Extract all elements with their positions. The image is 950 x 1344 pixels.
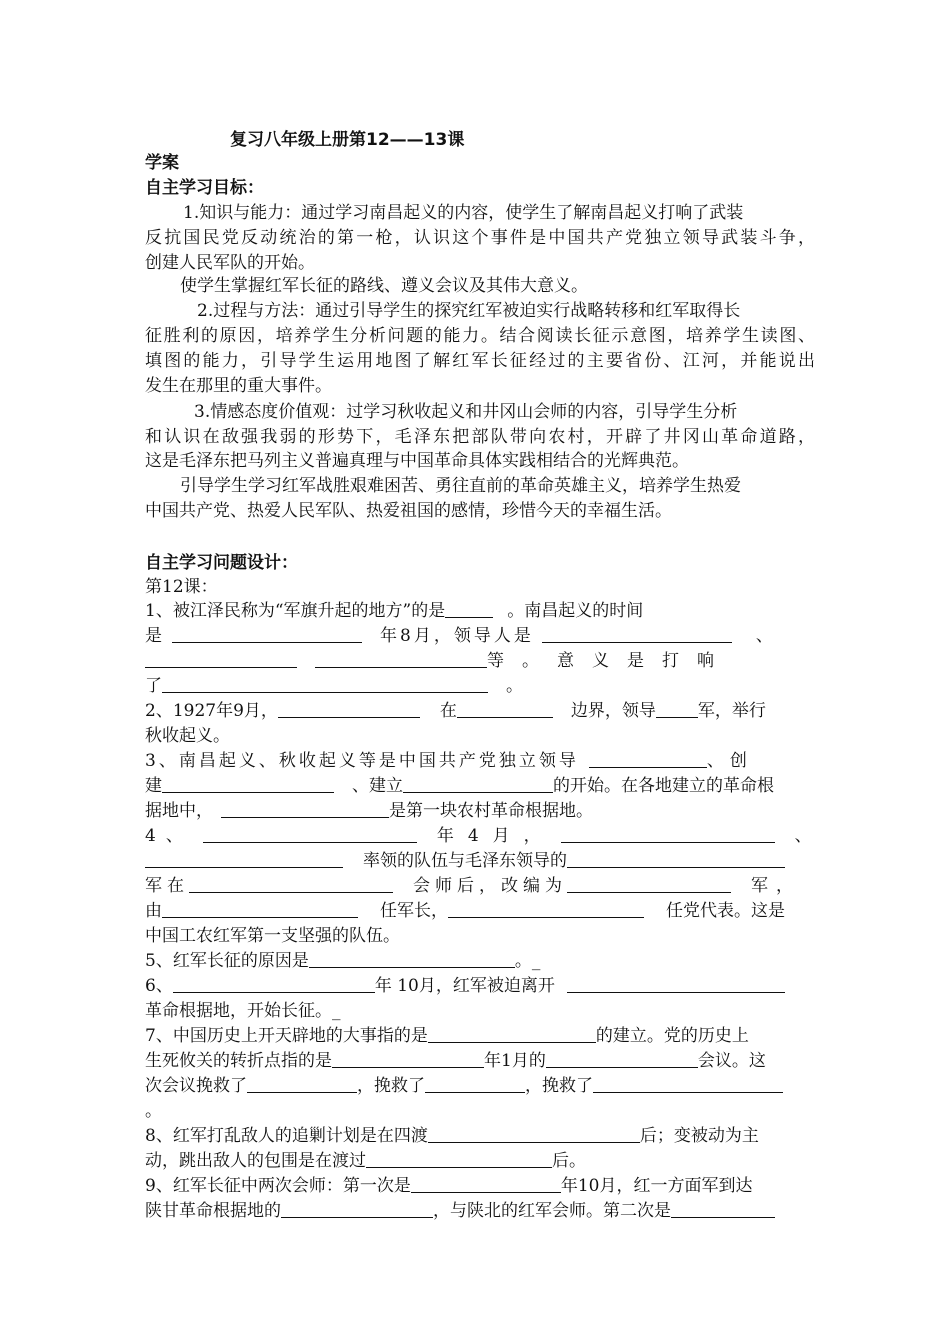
answer-blank[interactable] [656, 699, 698, 718]
answer-blank[interactable] [203, 824, 417, 843]
goal-line: 中国共产党、热爱人民军队、热爱祖国的感情，珍惜今天的幸福生活。 [145, 501, 672, 521]
lesson-label: 第12课： [145, 577, 218, 597]
answer-blank[interactable] [546, 1049, 698, 1068]
question-7-line-4: 。 [145, 1101, 162, 1121]
goal-line: 反抗国民党反动统治的第一枪，认识这个事件是中国共产党独立领导武装斗争， [145, 228, 815, 248]
goals-heading: 自主学习目标： [145, 178, 264, 198]
goal-line: 和认识在敌强我弱的形势下，毛泽东把部队带向农村，开辟了井冈山革命道路， [145, 427, 815, 447]
question-1-line-3: 等。意义是打响 [145, 648, 815, 674]
answer-blank[interactable] [366, 1149, 552, 1168]
question-9-line-1: 9、红军长征中两次会师：第一次是 年10月，红一方面军到达 [145, 1176, 753, 1196]
answer-blank[interactable] [411, 1174, 561, 1193]
goal-line: 创建人民军队的开始。 [145, 253, 315, 273]
goal-line: 发生在那里的重大事件。 [145, 376, 332, 396]
answer-blank[interactable] [189, 874, 393, 893]
question-4-line-1: 4、 年4月， 、 [145, 826, 812, 846]
question-1-line-2: 是 年8月，领导人是 、 [145, 626, 773, 646]
goal-line: 这是毛泽东把马列主义普遍真理与中国革命具体实践相结合的光辉典范。 [145, 451, 689, 471]
goal-line: 使学生掌握红军长征的路线、遵义会议及其伟大意义。 [180, 276, 588, 296]
question-3-line-1: 3、南昌起义、秋收起义等是中国共产党独立领导 、创 [145, 751, 753, 771]
answer-blank[interactable] [567, 849, 785, 868]
answer-blank[interactable] [428, 1124, 640, 1143]
answer-blank[interactable] [173, 974, 375, 993]
question-7-line-3: 次会议挽救了 ，挽救了 ，挽救了 [145, 1073, 815, 1099]
question-9-line-2: 陕甘革命根据地的 ，与陕北的红军会师。第二次是 [145, 1198, 815, 1224]
question-3-line-2: 建 、建立 的开始。在各地建立的革命根 [145, 776, 774, 796]
answer-blank[interactable] [145, 649, 297, 668]
goal-line: 填图的能力，引导学生运用地图了解红军长征经过的主要省份、江河，并能说出 [145, 351, 815, 371]
answer-blank[interactable] [561, 824, 775, 843]
answer-blank[interactable] [428, 1024, 596, 1043]
question-2-line-2: 秋收起义。 [145, 726, 230, 746]
question-8-line-2: 动，跳出敌人的包围是在渡过 后。 [145, 1151, 586, 1171]
answer-blank[interactable] [162, 899, 358, 918]
question-4-line-2: 率领的队伍与毛泽东领导的 [145, 848, 815, 874]
question-8-line-1: 8、红军打乱敌人的追剿计划是在四渡 后；变被动为主 [145, 1126, 759, 1146]
answer-blank[interactable] [145, 849, 343, 868]
answer-blank[interactable] [593, 1074, 783, 1093]
question-2-line-1: 2、1927年9月， 在 边界，领导 军，举行 [145, 701, 766, 721]
question-5-line-1: 5、红军长征的原因是 。_ [145, 951, 541, 971]
question-1-line-4: 了 。 [145, 676, 523, 696]
answer-blank[interactable] [309, 949, 515, 968]
question-1-line-1: 1、被江泽民称为“军旗升起的地方”的是 。南昌起义的时间 [145, 601, 644, 621]
answer-blank[interactable] [247, 1074, 357, 1093]
answer-blank[interactable] [567, 874, 731, 893]
question-6-line-1: 6、 年 10月，红军被迫离开 [145, 973, 815, 999]
answer-blank[interactable] [162, 774, 334, 793]
goal-line: 2.过程与方法：通过引导学生的探究红军被迫实行战略转移和红军取得长 [197, 301, 741, 321]
question-4-line-5: 中国工农红军第一支坚强的队伍。 [145, 926, 400, 946]
question-7-line-1: 7、中国历史上开天辟地的大事指的是 的建立。党的历史上 [145, 1026, 749, 1046]
answer-blank[interactable] [671, 1199, 775, 1218]
answer-blank[interactable] [425, 1074, 525, 1093]
answer-blank[interactable] [589, 749, 707, 768]
subtitle: 学案 [145, 153, 179, 173]
answer-blank[interactable] [542, 624, 732, 643]
answer-blank[interactable] [403, 774, 553, 793]
answer-blank[interactable] [221, 799, 389, 818]
answer-blank[interactable] [172, 624, 362, 643]
question-4-line-3: 军在 会师后，改编为 军， [145, 876, 801, 896]
answer-blank[interactable] [457, 699, 553, 718]
answer-blank[interactable] [448, 899, 644, 918]
question-4-line-4: 由 任军长， 任党代表。这是 [145, 901, 785, 921]
answer-blank[interactable] [567, 974, 785, 993]
goal-line: 引导学生学习红军战胜艰难困苦、勇往直前的革命英雄主义，培养学生热爱 [180, 476, 741, 496]
goal-line: 征胜利的原因，培养学生分析问题的能力。结合阅读长征示意图，培养学生读图、 [145, 326, 815, 346]
answer-blank[interactable] [281, 1199, 433, 1218]
question-3-line-3: 据地中， 是第一块农村革命根据地。 [145, 801, 593, 821]
answer-blank[interactable] [162, 674, 488, 693]
question-7-line-2: 生死攸关的转折点指的是 年1月的 会议。这 [145, 1051, 766, 1071]
question-6-line-2: 革命根据地，开始长征。_ [145, 1001, 341, 1021]
goal-line: 3.情感态度价值观：过学习秋收起义和井冈山会师的内容，引导学生分析 [194, 402, 738, 422]
answer-blank[interactable] [315, 649, 487, 668]
questions-heading: 自主学习问题设计： [145, 553, 298, 573]
answer-blank[interactable] [332, 1049, 484, 1068]
answer-blank[interactable] [445, 599, 493, 618]
answer-blank[interactable] [278, 699, 420, 718]
goal-line: 1.知识与能力：通过学习南昌起义的内容，使学生了解南昌起义打响了武装 [183, 203, 744, 223]
page-title: 复习八年级上册第12——13课 [230, 130, 465, 150]
